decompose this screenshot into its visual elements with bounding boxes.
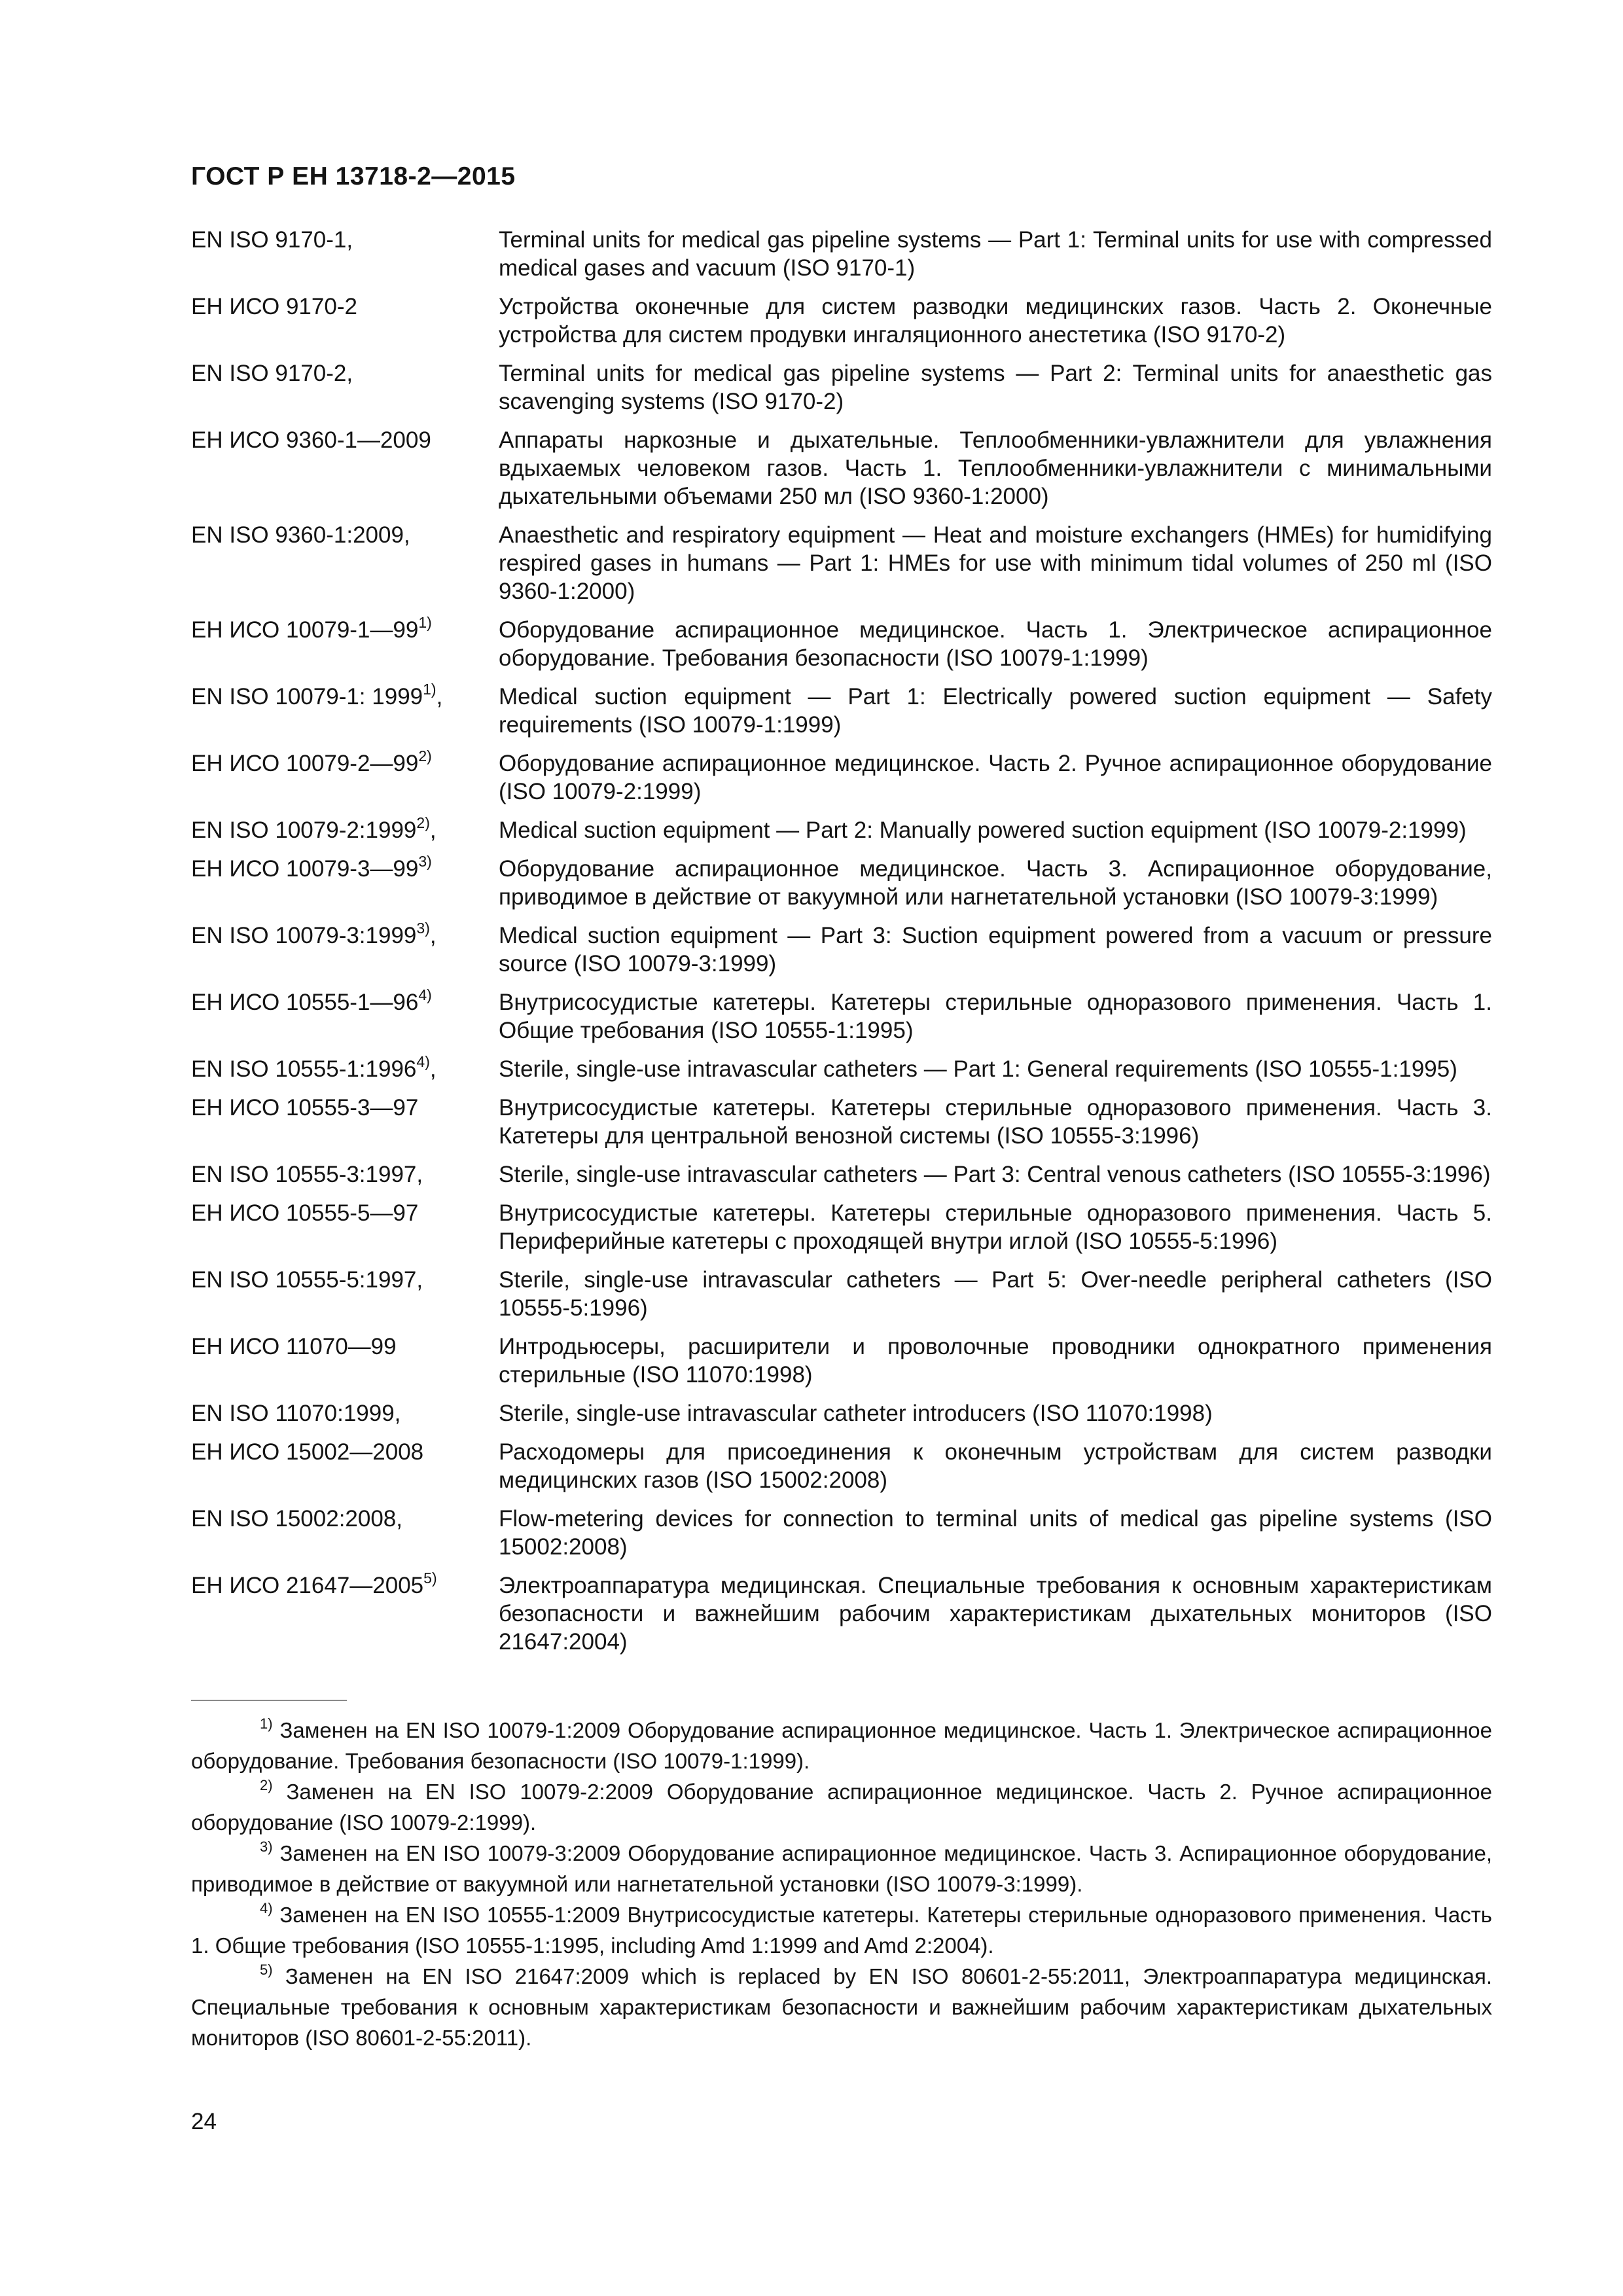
footnote-marker: 2): [416, 814, 430, 831]
reference-title: Внутрисосудистые катетеры. Катетеры стерильные одноразового применения. Часть 5. Периферийные катетеры с проходящей внутри иглой (ISO 10555-5:1996): [499, 1200, 1492, 1254]
reference-code: EN ISO 10079-1: 1999$^{1)}$,: [191, 681, 443, 709]
reference-title: Оборудование аспирационное медицинское. Часть 2. Ручное аспирационное оборудование (ISO 10079-2:1999): [499, 751, 1492, 804]
reference-row: [191, 1160, 1492, 1189]
reference-code: EN ISO 9360-1:2009,: [191, 522, 410, 548]
reference-title: Anaesthetic and respiratory equipment — Heat and moisture exchangers (HMEs) for humidifying respired gases in humans — Part 1: HMEs for use with minimum tidal volumes of 250 ml (ISO 9360-1:2000): [499, 522, 1492, 604]
reference-row: [191, 1199, 1492, 1255]
reference-row: [191, 855, 1492, 911]
reference-code: EN ISO 10555-3:1997,: [191, 1162, 423, 1187]
reference-row: [191, 616, 1492, 672]
reference-row: [191, 426, 1492, 511]
footnote-marker: 1): [418, 614, 432, 631]
reference-title: Интродьюсеры, расширители и проволочные проводники однократного применения стерильные (ISO 11070:1998): [499, 1334, 1492, 1388]
reference-code: ЕН ИСО 21647—2005$^{5)}$: [191, 1570, 437, 1598]
footnote-marker: 3): [260, 1839, 273, 1855]
reference-title: Medical suction equipment — Part 1: Electrically powered suction equipment — Safety requirements (ISO 10079-1:1999): [499, 684, 1492, 738]
reference-code: EN ISO 10079-3:1999$^{3)}$,: [191, 920, 437, 948]
reference-row: [191, 683, 1492, 739]
reference-code: ЕН ИСО 11070—99: [191, 1334, 397, 1359]
footnote-marker: 2): [418, 747, 432, 764]
reference-title: Terminal units for medical gas pipeline systems — Part 2: Terminal units for anaesthetic gas scavenging systems (ISO 9170-2): [499, 361, 1492, 414]
reference-title: Оборудование аспирационное медицинское. Часть 1. Электрическое аспирационное оборудование. Требования безопасности (ISO 10079-1:1999): [499, 617, 1492, 671]
reference-title: Расходомеры для присоединения к оконечным устройствам для систем разводки медицинских газов (ISO 15002:2008): [499, 1439, 1492, 1493]
reference-code: EN ISO 10555-1:1996$^{4)}$,: [191, 1053, 437, 1082]
reference-code: EN ISO 9170-1,: [191, 227, 353, 253]
reference-title: Устройства оконечные для систем разводки медицинских газов. Часть 2. Оконечные устройства для систем продувки ингаляционного анестетика (ISO 9170-2): [499, 294, 1492, 348]
footnote-marker: 4): [416, 1053, 430, 1070]
footnotes: [191, 1715, 1492, 2053]
reference-code: EN ISO 9170-2,: [191, 361, 353, 386]
reference-title: Оборудование аспирационное медицинское. Часть 3. Аспирационное оборудование, приводимое в действие от вакуумной или нагнетательной установки (ISO 10079-3:1999): [499, 856, 1492, 910]
reference-code: ЕН ИСО 10555-3—97: [191, 1095, 419, 1121]
footnote-marker: 5): [260, 1962, 273, 1978]
reference-row: [191, 988, 1492, 1045]
reference-code: EN ISO 15002:2008,: [191, 1506, 402, 1532]
document-header: ГОСТ Р ЕН 13718-2—2015: [191, 162, 516, 190]
footnote: $^{5)}$ Заменен на EN ISO 21647:2009 which is replaced by EN ISO 80601-2-55:2011, Электроаппаратура медицинская. Специальные требования к основным характеристикам безопасности и важнейшим рабочим характеристикам дыхательных мониторов (ISO 80601-2-55:2011).: [191, 1962, 1492, 2050]
reference-row: [191, 1333, 1492, 1389]
reference-row: [191, 749, 1492, 806]
footnote: $^{2)}$ Заменен на EN ISO 10079-2:2009 Оборудование аспирационное медицинское. Часть 2. Ручное аспирационное оборудование (ISO 10079-2:1999).: [191, 1777, 1492, 1835]
reference-row: [191, 1571, 1492, 1656]
reference-code: ЕН ИСО 15002—2008: [191, 1439, 424, 1465]
reference-code: ЕН ИСО 10079-1—99$^{1)}$: [191, 614, 432, 643]
reference-title: Внутрисосудистые катетеры. Катетеры стерильные одноразового применения. Часть 3. Катетеры для центральной венозной системы (ISO 10555-3:1996): [499, 1095, 1492, 1149]
footnote-marker: 1): [423, 681, 437, 698]
reference-list: [191, 226, 1492, 1666]
footnote-marker: 1): [260, 1715, 273, 1732]
reference-code: ЕН ИСО 10079-3—99$^{3)}$: [191, 853, 432, 882]
reference-row: [191, 521, 1492, 605]
page-number: 24: [191, 2109, 217, 2134]
reference-title: Terminal units for medical gas pipeline systems — Part 1: Terminal units for use with compressed medical gases and vacuum (ISO 9170-1): [499, 227, 1492, 281]
reference-title: Sterile, single-use intravascular catheters — Part 3: Central venous catheters (ISO 10555-3:1996): [499, 1162, 1491, 1187]
reference-row: [191, 1399, 1492, 1427]
reference-title: Sterile, single-use intravascular catheters — Part 5: Over-needle peripheral catheters (ISO 10555-5:1996): [499, 1267, 1492, 1321]
reference-code: ЕН ИСО 9170-2: [191, 294, 357, 319]
reference-code: EN ISO 10555-5:1997,: [191, 1267, 423, 1293]
reference-title: Внутрисосудистые катетеры. Катетеры стерильные одноразового применения. Часть 1. Общие требования (ISO 10555-1:1995): [499, 990, 1492, 1043]
footnote-marker: 4): [418, 986, 432, 1003]
footnote-marker: 3): [418, 853, 432, 870]
reference-row: [191, 1055, 1492, 1083]
footnote-divider: [191, 1700, 347, 1701]
footnote: $^{1)}$ Заменен на EN ISO 10079-1:2009 Оборудование аспирационное медицинское. Часть 1. Электрическое аспирационное оборудование. Требования безопасности (ISO 10079-1:1999).: [191, 1715, 1492, 1773]
reference-title: Medical suction equipment — Part 3: Suction equipment powered from a vacuum or pressure source (ISO 10079-3:1999): [499, 923, 1492, 977]
reference-title: Sterile, single-use intravascular catheters — Part 1: General requirements (ISO 10555-1:1995): [499, 1056, 1457, 1082]
reference-row: [191, 226, 1492, 282]
reference-code: ЕН ИСО 9360-1—2009: [191, 427, 431, 453]
footnote-marker: 3): [416, 920, 430, 937]
footnote: $^{3)}$ Заменен на EN ISO 10079-3:2009 Оборудование аспирационное медицинское. Часть 3. Аспирационное оборудование, приводимое в действие от вакуумной или нагнетательной установки (ISO 10079-3:1999).: [191, 1839, 1492, 1896]
reference-row: [191, 1266, 1492, 1322]
reference-row: [191, 922, 1492, 978]
reference-title: Flow-metering devices for connection to terminal units of medical gas pipeline systems (ISO 15002:2008): [499, 1506, 1492, 1560]
reference-title: Электроаппаратура медицинская. Специальные требования к основным характеристикам безопасности и важнейшим рабочим характеристикам дыхательных мониторов (ISO 21647:2004): [499, 1573, 1492, 1655]
reference-title: Аппараты наркозные и дыхательные. Теплообменники-увлажнители для увлажнения вдыхаемых человеком газов. Часть 1. Теплообменники-увлажнители с минимальными дыхательными объемами 250 мл (ISO 9360-1:2000): [499, 427, 1492, 509]
reference-code: EN ISO 10079-2:1999$^{2)}$,: [191, 814, 437, 843]
footnote-marker: 5): [423, 1570, 437, 1587]
reference-code: ЕН ИСО 10555-1—96$^{4)}$: [191, 986, 432, 1015]
reference-row: [191, 1505, 1492, 1561]
footnote-marker: 4): [260, 1900, 273, 1916]
reference-code: ЕН ИСО 10555-5—97: [191, 1200, 419, 1226]
reference-row: [191, 1094, 1492, 1150]
reference-code: EN ISO 11070:1999,: [191, 1401, 401, 1426]
reference-row: [191, 1438, 1492, 1494]
footnote-marker: 2): [260, 1777, 273, 1793]
reference-row: [191, 359, 1492, 416]
footnote: $^{4)}$ Заменен на EN ISO 10555-1:2009 Внутрисосудистые катетеры. Катетеры стерильные одноразового применения. Часть 1. Общие требования (ISO 10555-1:1995, including Amd 1:1999 and Amd 2:2004).: [191, 1900, 1492, 1958]
reference-code: ЕН ИСО 10079-2—99$^{2)}$: [191, 747, 432, 776]
reference-title: Sterile, single-use intravascular catheter introducers (ISO 11070:1998): [499, 1401, 1213, 1426]
reference-row: [191, 293, 1492, 349]
reference-row: [191, 816, 1492, 844]
reference-title: Medical suction equipment — Part 2: Manually powered suction equipment (ISO 10079-2:1999): [499, 817, 1467, 843]
